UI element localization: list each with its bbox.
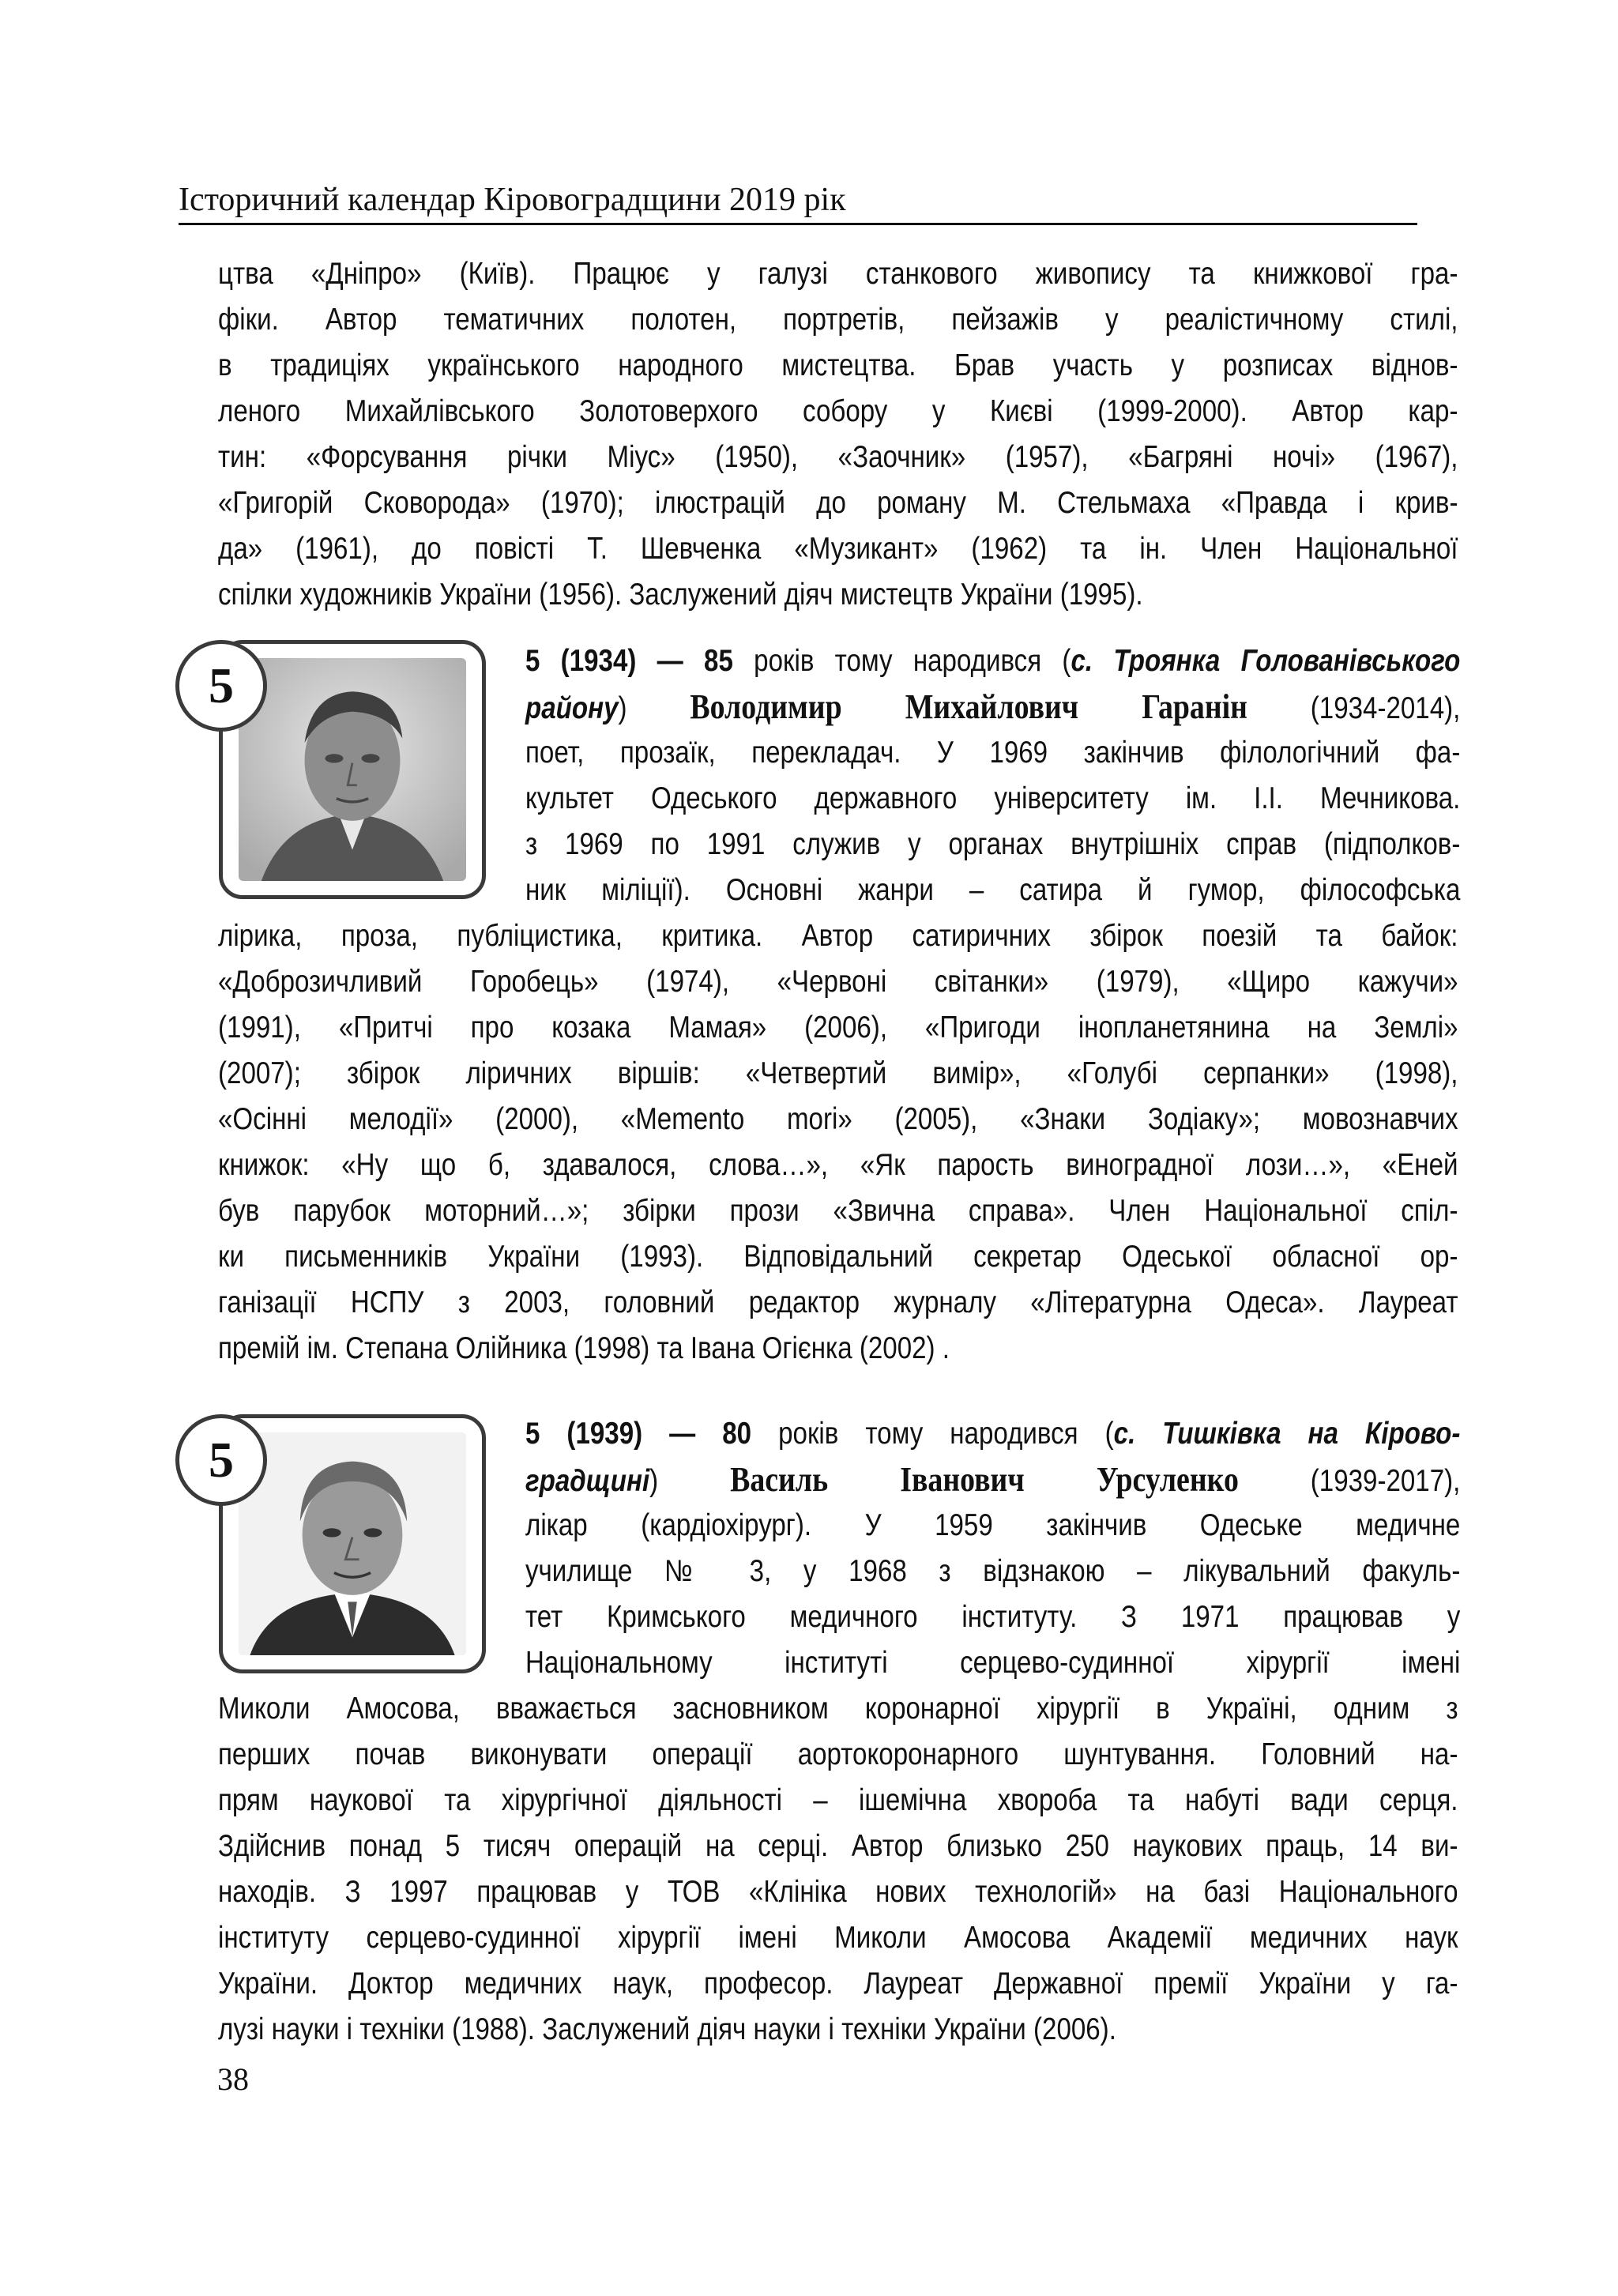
text-line: прям наукової та хірургічної діяльності – ішемічна хвороба та набуті вади серця. xyxy=(218,1783,1458,1817)
date-badge: 5 xyxy=(175,1414,267,1506)
entry-heading-line xyxy=(525,1457,1460,1503)
text-line: лікар (кардіохірург). У 1959 закінчив Одеське медичне xyxy=(525,1508,1461,1542)
entry-header-garanin xyxy=(525,638,1460,913)
text-line: культет Одеського державного університету ім. І.І. Мечникова. xyxy=(525,781,1461,815)
page-number: 38 xyxy=(217,2061,249,2097)
text-line: лірика, проза, публіцистика, критика. Автор сатиричних збірок поезій та байок: xyxy=(218,919,1458,953)
portrait-photo-ursulenko xyxy=(239,1432,466,1655)
text-line: Здійснив понад 5 тисяч операцій на серці. Автор близько 250 наукових праць, 14 ви- xyxy=(218,1829,1458,1863)
life-years: (1939-2017), xyxy=(1238,1464,1461,1498)
entry-lead: років тому народився ( xyxy=(732,644,1071,678)
entry-body-ursulenko xyxy=(218,1686,1458,2053)
text-line: України. Доктор медичних наук, професор. Лауреат Державної премії України у га- xyxy=(218,1967,1458,2001)
text-line: ки письменників України (1993). Відповідальний секретар Одеської обласної ор- xyxy=(218,1240,1458,1274)
text-line: «Григорій Сковорода» (1970); ілюстрацій до роману М. Стельмаха «Правда і крив- xyxy=(218,486,1458,520)
paren: ) xyxy=(618,691,690,725)
running-header: Історичний календар Кіровоградщини 2019 рік xyxy=(179,182,1417,225)
entry-header-ursulenko xyxy=(525,1411,1460,1686)
text-line: поет, прозаїк, перекладач. У 1969 закінчив філологічний фа- xyxy=(525,736,1461,770)
text-line: був парубок моторний…»; збірки прози «Звична справа». Член Національної спіл- xyxy=(218,1194,1458,1228)
text-line: ник міліції). Основні жанри – сатира й гумор, філософська xyxy=(525,873,1461,907)
text-line: з 1969 по 1991 служив у органах внутрішніх справ (підполков- xyxy=(525,827,1461,861)
entry-body-garanin xyxy=(218,913,1458,1372)
entry-date: 5 (1934) — 85 xyxy=(525,644,733,678)
text-line: училище № 3, у 1968 з відзнакою – лікувальний факуль- xyxy=(525,1554,1461,1588)
text-line: тин: «Форсування річки Міус» (1950), «Заочник» (1957), «Багряні ночі» (1967), xyxy=(218,440,1458,474)
life-years: (1934-2014), xyxy=(1247,691,1461,725)
text-line: да» (1961), до повісті Т. Шевченка «Музикант» (1962) та ін. Член Національної xyxy=(218,532,1458,566)
entry-lead: років тому народився ( xyxy=(751,1417,1114,1451)
text-line: спілки художників України (1956). Заслужений діяч мистецтв України (1995). xyxy=(218,578,1143,612)
text-line: находів. З 1997 працював у ТОВ «Клініка нових технологій» на базі Національного xyxy=(218,1875,1458,1909)
text-line: цтва «Дніпро» (Київ). Працює у галузі станкового живопису та книжкової гра- xyxy=(218,257,1458,291)
text-line: інституту серцево-судинної хірургії імені Миколи Амосова Академії медичних наук xyxy=(218,1921,1458,1955)
birthplace: с. Тишківка на Кірово- xyxy=(1113,1417,1461,1451)
text-line: Миколи Амосова, вважається засновником коронарної хірургії в Україні, одним з xyxy=(218,1692,1458,1726)
text-line: в традиціях українського народного мистецтва. Брав участь у розписах віднов- xyxy=(218,348,1458,382)
text-line: книжок: «Ну що б, здавалося, слова…», «Як парость виноградної лози…», «Еней xyxy=(218,1148,1458,1182)
text-line: фіки. Автор тематичних полотен, портретів, пейзажів у реалістичному стилі, xyxy=(218,303,1458,337)
person-name: Василь Іванович Урсуленко xyxy=(730,1460,1239,1499)
date-badge: 5 xyxy=(175,640,267,732)
person-name: Володимир Михайлович Гаранін xyxy=(690,687,1247,726)
text-line: премій ім. Степана Олійника (1998) та Івана Огієнка (2002) . xyxy=(218,1331,950,1365)
paren: ) xyxy=(649,1464,731,1498)
birthplace-cont: району xyxy=(525,691,619,725)
text-line: лузі науки і техніки (1988). Заслужений діяч науки і техніки України (2006). xyxy=(218,2012,1116,2046)
text-line: ганізації НСПУ з 2003, головний редактор журналу «Літературна Одеса». Лауреат xyxy=(218,1285,1458,1319)
birthplace: с. Троянка Голованівського xyxy=(1071,644,1461,678)
text-line: «Осінні мелодії» (2000), «Memento mori» (2005), «Знаки Зодіаку»; мовознавчих xyxy=(218,1102,1458,1136)
text-line: тет Кримського медичного інституту. З 1971 працював у xyxy=(525,1600,1461,1634)
intro-paragraph xyxy=(218,251,1458,618)
birthplace-cont: градщині xyxy=(525,1464,650,1498)
text-line: перших почав виконувати операції аортокоронарного шунтування. Головний на- xyxy=(218,1737,1458,1771)
entry-heading-line xyxy=(525,638,1460,684)
entry-date: 5 (1939) — 80 xyxy=(525,1417,752,1451)
text-line: «Доброзичливий Горобець» (1974), «Червоні світанки» (1979), «Щиро кажучи» xyxy=(218,965,1458,999)
entry-heading-line xyxy=(525,1411,1460,1457)
text-line: (2007); збірок ліричних віршів: «Четвертий вимір», «Голубі серпанки» (1998), xyxy=(218,1056,1458,1090)
text-line: леного Михайлівського Золотоверхого собору у Києві (1999-2000). Автор кар- xyxy=(218,394,1458,428)
entry-heading-line xyxy=(525,684,1460,730)
portrait-photo-garanin xyxy=(239,658,466,881)
text-line: (1991), «Притчі про козака Мамая» (2006), «Пригоди інопланетянина на Землі» xyxy=(218,1011,1458,1044)
text-line: Національному інституті серцево-судинної хірургії імені xyxy=(525,1646,1461,1680)
